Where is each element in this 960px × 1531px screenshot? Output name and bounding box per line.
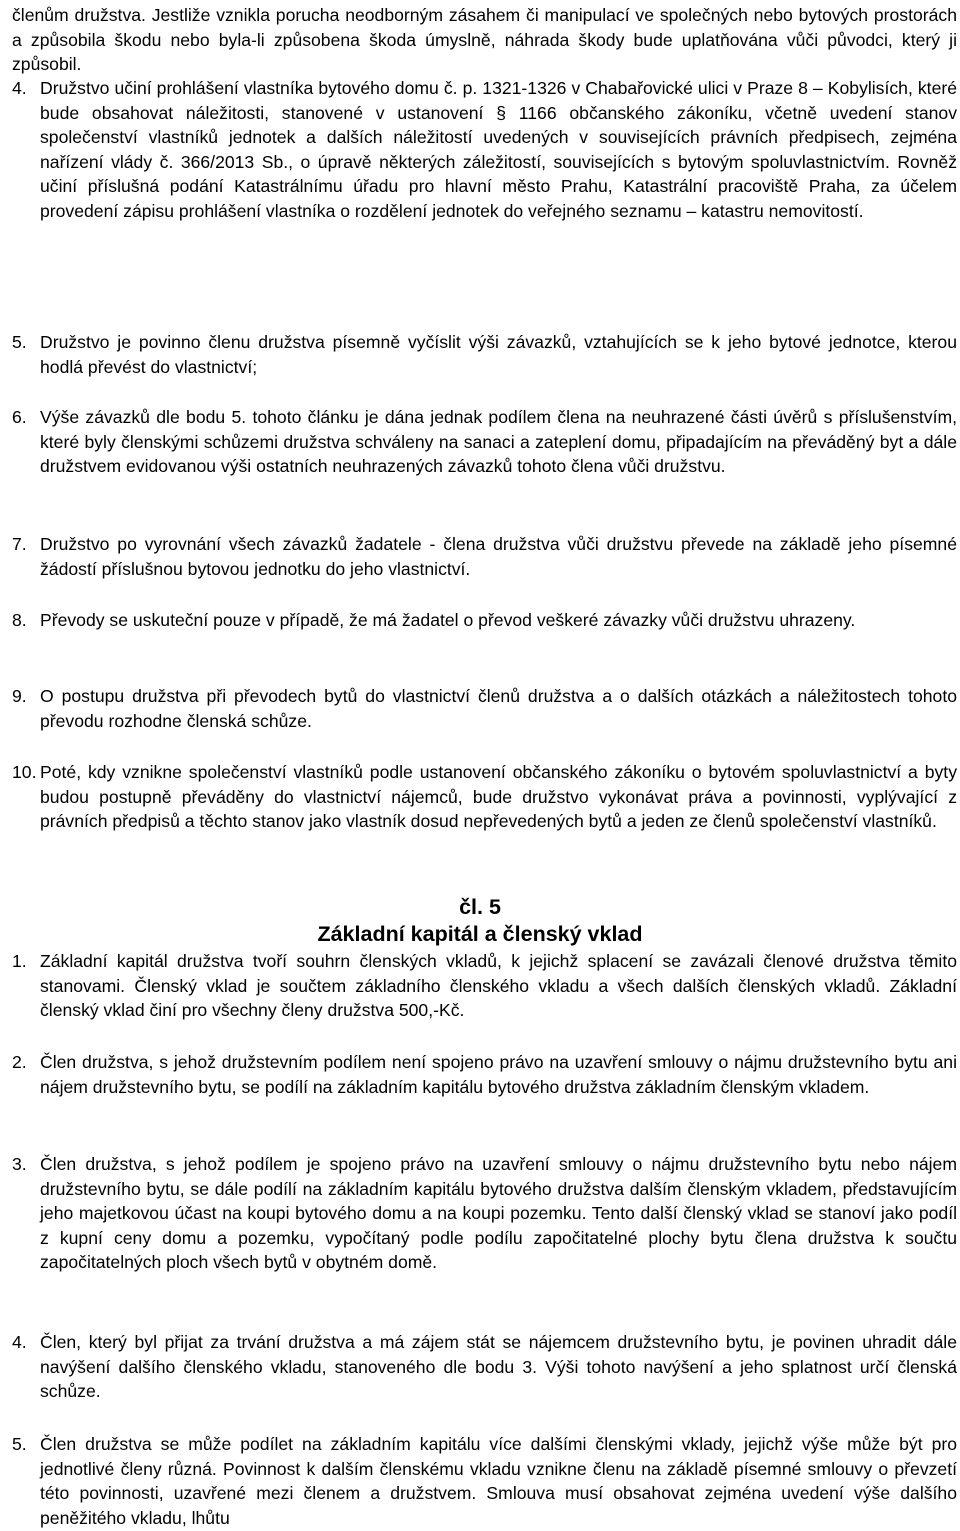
article4-item-6 — [12, 405, 957, 479]
article4-item-8 — [12, 608, 957, 633]
item-number: 2. — [12, 1052, 27, 1072]
item-number: 5. — [12, 1434, 27, 1454]
item-text: Převody se uskuteční pouze v případě, že má žadatel o převod veškeré závazky vůči družstvu uhrazeny. — [40, 610, 856, 630]
item-text: Člen družstva, s jehož družstevním podílem není spojeno právo na uzavření smlouvy o nájmu družstevního bytu ani nájem družstevního bytu, se podílí na základním kapitálu bytového družstva základním členským vkladem. — [40, 1052, 957, 1097]
article4-item-10 — [12, 760, 957, 834]
item-text: Výše závazků dle bodu 5. tohoto článku je dána jednak podílem člena na neuhrazené části úvěrů s příslušenstvím, které byly členskými schůzemi družstva schváleny na sanaci a zateplení domu, připadajícím na převáděný byt a dále družstvem evidovanou výši ostatních neuhrazených závazků tohoto člena vůči družstvu. — [40, 407, 957, 477]
item-text: Družstvo učiní prohlášení vlastníka bytového domu č. p. 1321-1326 v Chabařovické ulici v Praze 8 – Kobylisích, které bude obsahovat náležitosti, stanovené v ustanovení § 1166 občanského zákoníku, včetně uvedení stanov společenství vlastníků jednotek a dalších náležitostí uvedených v souvisejících právních předpisech, zejména nařízení vlády č. 366/2013 Sb., o úpravě některých záležitostí, souvisejících s bytovým spoluvlastnictvím. Rovněž učiní příslušná podání Katastrálnímu úřadu pro hlavní město Prahu, Katastrální pracoviště Praha, za účelem provedení zápisu prohlášení vlastníka o rozdělení jednotek do veřejného seznamu – katastru nemovitostí. — [40, 78, 957, 221]
item-number: 3. — [12, 1154, 27, 1174]
article5-item-3 — [12, 1152, 957, 1275]
item-text: Člen družstva se může podílet na základním kapitálu více dalšími členskými vklady, jejichž výše může být pro jednotlivé členy různá. Povinnost k dalším členskému vkladu vznikne členu na základě písemné smlouvy o převzetí této povinnosti, uzavřené mezi členem a družstvem. Smlouva musí obsahovat zejména uvedení výše dalšího peněžitého vkladu, lhůtu — [40, 1434, 957, 1528]
item-text: Člen, který byl přijat za trvání družstva a má zájem stát se nájemcem družstevního bytu, je povinen uhradit dále navýšení dalšího členského vkladu, stanoveného dle bodu 3. Výši tohoto navýšení a jeho splatnost určí členská schůze. — [40, 1332, 957, 1402]
article5-item-5 — [12, 1432, 957, 1530]
article4-item-9 — [12, 684, 957, 733]
item-number: 9. — [12, 686, 27, 706]
item-number: 7. — [12, 534, 27, 554]
intro-text: členům družstva. Jestliže vznikla porucha neodborným zásahem či manipulací ve společných nebo bytových prostorách a způsobila škodu nebo byla-li způsobena škoda úmyslně, náhrada škody bude uplatňována vůči původci, který ji způsobil. — [12, 5, 957, 75]
item-number: 10. — [12, 762, 37, 782]
article5-item-2 — [12, 1050, 957, 1099]
article-title: Základní kapitál a členský vklad — [317, 922, 643, 946]
item-text: Družstvo po vyrovnání všech závazků žadatele - člena družstva vůči družstvu převede na základě jeho písemné žádostí příslušnou bytovou jednotku do jeho vlastnictví. — [40, 534, 957, 579]
item-text: Poté, kdy vznikne společenství vlastníků podle ustanovení občanského zákoníku o bytovém spoluvlastnictví a byty budou postupně převáděny do vlastnictví nájemců, bude družstvo vykonávat práva a povinnosti, vyplývající z právních předpisů a těchto stanov jako vlastník dosud nepřevedených bytů a jeden ze členů společenství vlastníků. — [40, 762, 957, 832]
item-text: Základní kapitál družstva tvoří souhrn členských vkladů, k jejichž splacení se zavázali členové družstva těmito stanovami. Členský vklad je součtem základního členského vkladu a všech dalších členských vkladů. Základní členský vklad činí pro všechny členy družstva 500,-Kč. — [40, 951, 957, 1021]
item-number: 1. — [12, 951, 27, 971]
item-number: 5. — [12, 332, 27, 352]
item-text: Družstvo je povinno členu družstva písemně vyčíslit výši závazků, vztahujících se k jeho bytové jednotce, kterou hodlá převést do vlastnictví; — [40, 332, 957, 377]
item-number: 4. — [12, 1332, 27, 1352]
item-text: Člen družstva, s jehož podílem je spojeno právo na uzavření smlouvy o nájmu družstevního bytu nebo nájem družstevního bytu, se dále podílí na základním kapitálu bytového družstva dalším členským vkladem, představujícím jeho majetkovou účast na koupi bytového domu a na koupi pozemku. Tento další členský vklad se stanoví jako podíl z kupní ceny domu a pozemku, vypočítaný podle podílu započitatelné plochy bytu člena družstva k součtu započitatelných ploch všech bytů v obytném domě. — [40, 1154, 957, 1273]
article5-item-4 — [12, 1330, 957, 1404]
item-text: O postupu družstva při převodech bytů do vlastnictví členů družstva a o dalších otázkách a náležitostech tohoto převodu rozhodne členská schůze. — [40, 686, 957, 731]
item-number: 8. — [12, 610, 27, 630]
item-number: 6. — [12, 407, 27, 427]
item-number: 4. — [12, 78, 27, 98]
article4-item-4 — [12, 76, 957, 224]
article-number: čl. 5 — [459, 895, 501, 919]
article5-item-1 — [12, 949, 957, 1023]
intro-paragraph — [12, 3, 957, 77]
article4-item-7 — [12, 532, 957, 581]
article4-item-5 — [12, 330, 957, 379]
